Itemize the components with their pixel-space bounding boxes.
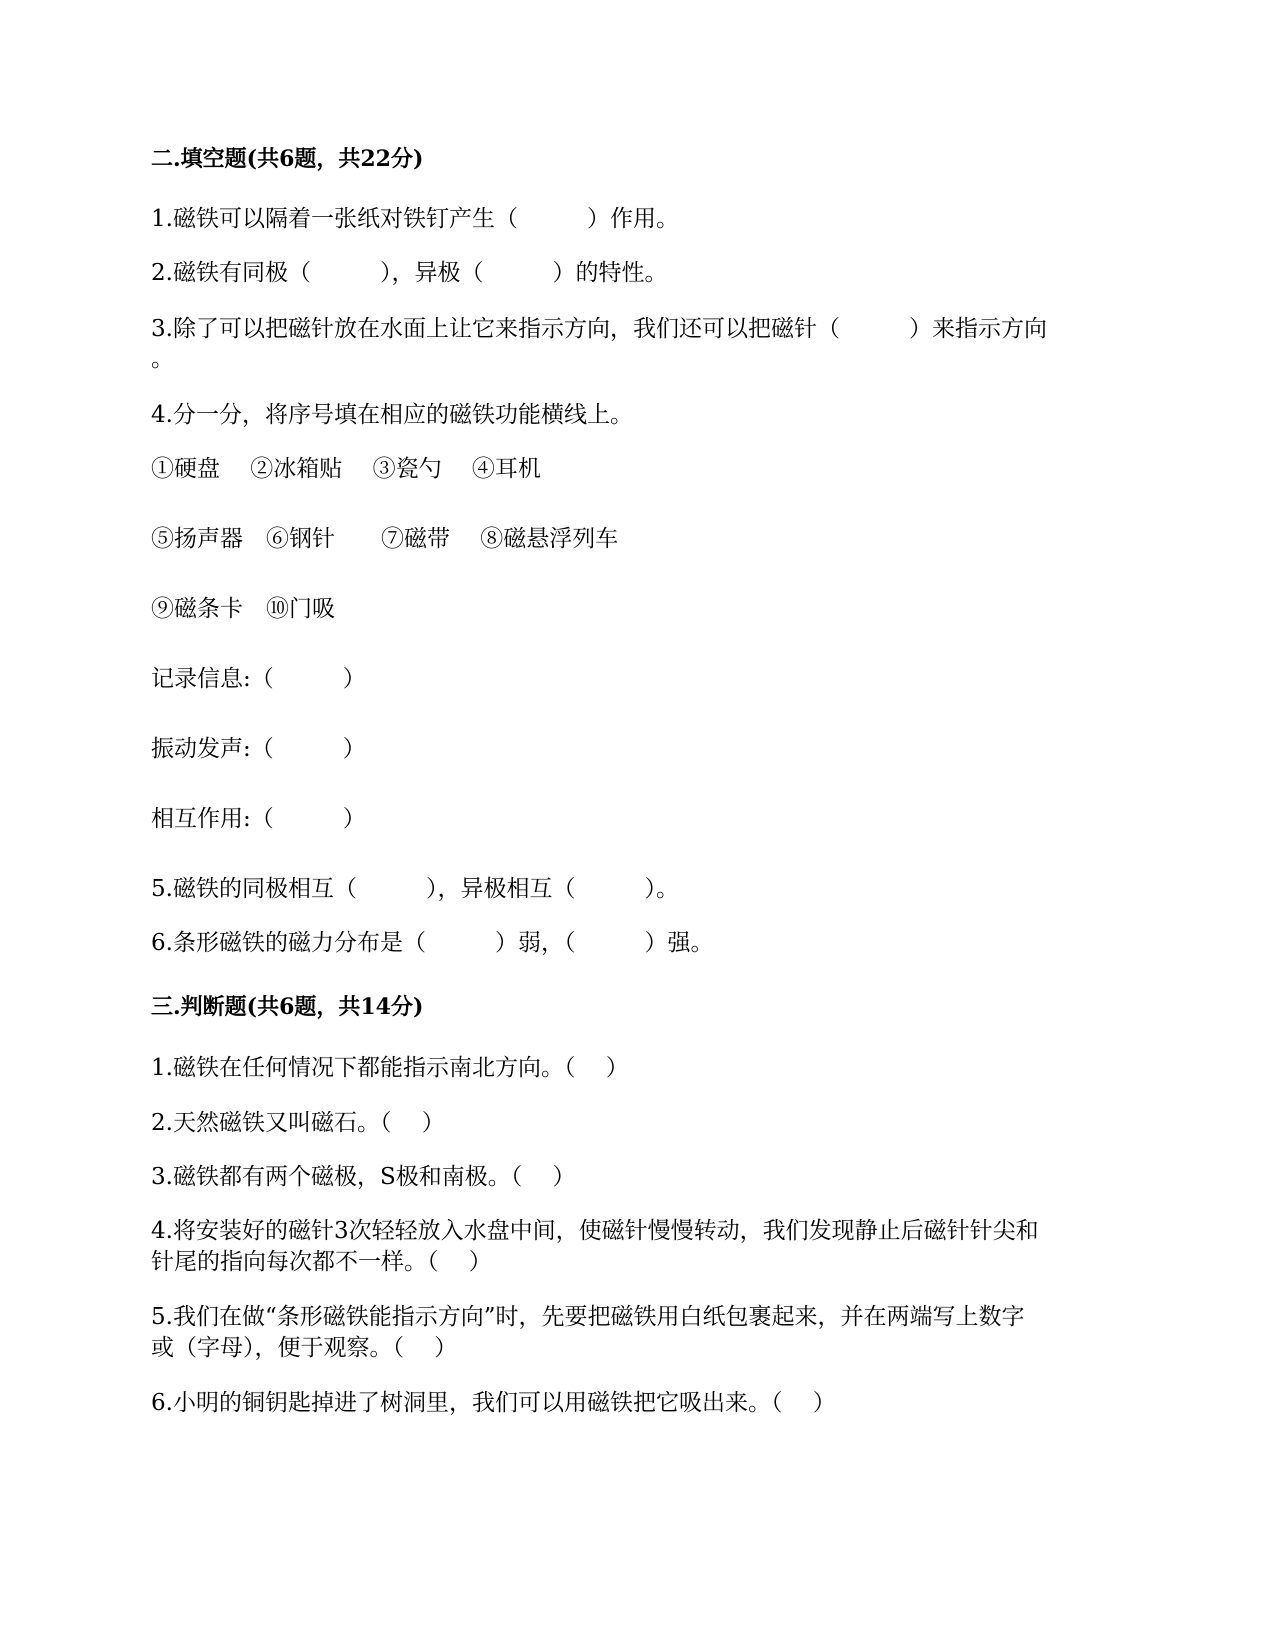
fill-question-3-line-1: 3.除了可以把磁针放在水面上让它来指示方向，我们还可以把磁针（ ）来指示方向 <box>151 316 1047 342</box>
fill-question-4-options-row-3: ⑨磁条卡 ⑩门吸 <box>151 596 335 622</box>
fill-question-6: 6.条形磁铁的磁力分布是（ ）弱，（ ）强。 <box>151 930 714 956</box>
fill-question-4-record-info: 记录信息:（ ） <box>151 666 366 692</box>
fill-question-4-options-row-1: ①硬盘 ②冰箱贴 ③瓷勺 ④耳机 <box>151 456 541 482</box>
fill-section-heading: 二.填空题(共6题，共22分) <box>151 146 424 172</box>
judge-question-4-line-2: 针尾的指向每次都不一样。（ ） <box>151 1249 492 1275</box>
judge-question-2: 2.天然磁铁又叫磁石。（ ） <box>151 1110 445 1136</box>
fill-question-1: 1.磁铁可以隔着一张纸对铁钉产生（ ）作用。 <box>151 206 679 232</box>
judge-question-1: 1.磁铁在任何情况下都能指示南北方向。（ ） <box>151 1055 629 1081</box>
fill-question-4-interaction: 相互作用:（ ） <box>151 806 366 832</box>
judge-question-4-line-1: 4.将安装好的磁针3次轻轻放入水盘中间，使磁针慢慢转动，我们发现静止后磁针针尖和 <box>151 1218 1039 1244</box>
judge-question-6: 6.小明的铜钥匙掉进了树洞里，我们可以用磁铁把它吸出来。（ ） <box>151 1390 836 1416</box>
judge-question-3: 3.磁铁都有两个磁极，S极和南极。（ ） <box>151 1164 576 1190</box>
judge-question-5-line-1: 5.我们在做“条形磁铁能指示方向”时，先要把磁铁用白纸包裹起来，并在两端写上数字 <box>151 1304 1025 1330</box>
fill-question-2: 2.磁铁有同极（ ），异极（ ）的特性。 <box>151 260 668 286</box>
judge-question-5-line-2: 或（字母），便于观察。（ ） <box>151 1335 458 1361</box>
fill-question-3-line-2: 。 <box>151 346 174 372</box>
fill-question-5: 5.磁铁的同极相互（ ），异极相互（ ）。 <box>151 876 679 902</box>
fill-question-4-vibrate-sound: 振动发声:（ ） <box>151 736 366 762</box>
judge-section-heading: 三.判断题(共6题，共14分) <box>151 994 424 1020</box>
fill-question-4-options-row-2: ⑤扬声器 ⑥钢针 ⑦磁带 ⑧磁悬浮列车 <box>151 526 619 552</box>
fill-question-4: 4.分一分，将序号填在相应的磁铁功能横线上。 <box>151 402 633 428</box>
